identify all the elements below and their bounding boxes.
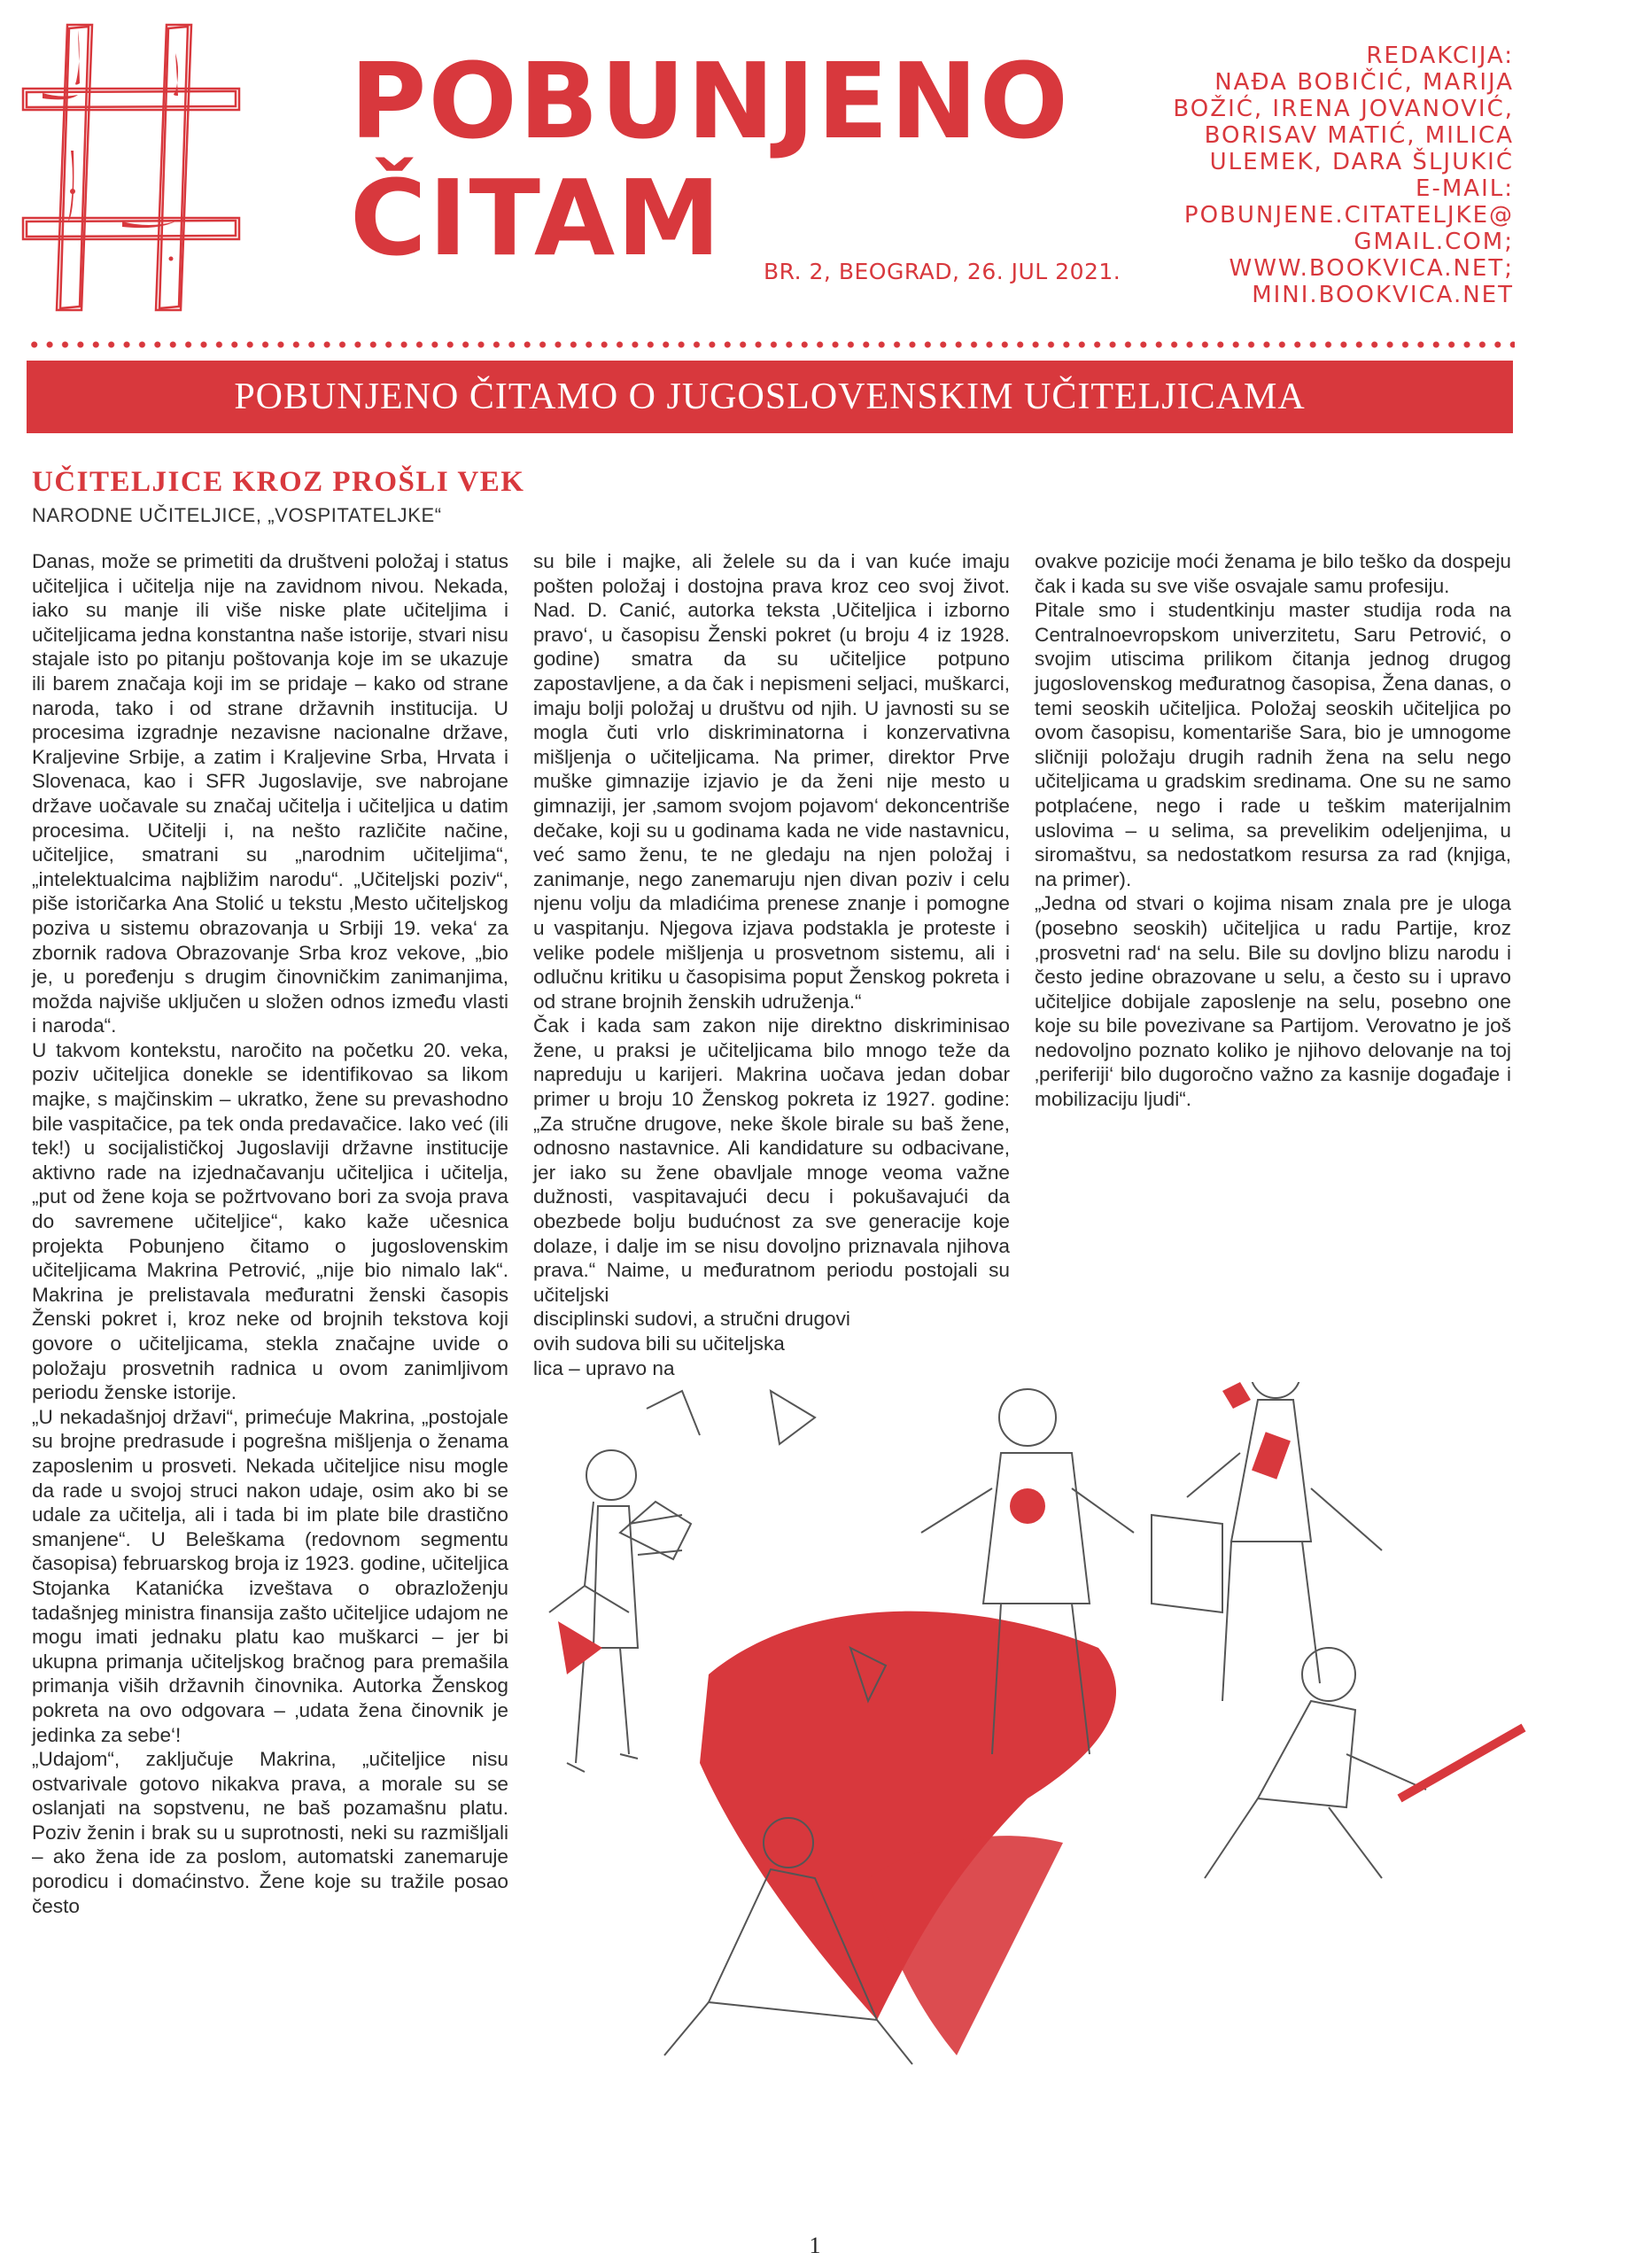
credits-line: BORISAV MATIĆ, MILICA — [1204, 122, 1514, 149]
credits-line: NAĐA BOBIČIĆ, MARIJA — [1214, 69, 1514, 96]
page-number: 1 — [809, 2233, 821, 2258]
credits-line: WWW.BOOKVICA.NET; — [1229, 255, 1514, 282]
tail-line: disciplinski sudovi, a stručni drugovi — [533, 1308, 850, 1331]
credits-line: REDAKCIJA: — [1366, 43, 1514, 69]
red-cape — [700, 1612, 1116, 2055]
paragraph: su bile i majke, ali želele su da i van kuće imaju pošten položaj i dostojna prava kroz ceo svoj život. Nad. D. Canić, autorka teksta ‚Učiteljica i izborno pravo‘, u časopisu Ženski pokret (u broju 4 iz 1928. godine) smatra da su učiteljice potpuno zapostavljene, a da čak i nepismeni seljaci, muškarci, imaju bolji položaj u društvu od njih. U javnosti su se mogla čuti vrlo diskriminatorna i konzervativna mišljenja o učiteljicama. Na primer, direktor Prve muške gimnazije izjavio je da ženi nije mesto u gimnaziji, jer ‚samom svojom pojavom‘ dekoncentriše dečake, koji su u godinama kada ne vide nastavnicu, već samo ženu, te ne gledaju na njen položaj i zanimanje, nego zanemaruju njen divan poziv i celu njenu volju da mladićima prenese znanje i pomogne u vaspitanju. Njegova izjava podstakla je proteste i velike podele mišljenja u prosvetnom sistemu, ali i odlučnu kritiku u časopisima poput Ženskog pokreta i od strane brojnih ženskih udruženja.“ — [533, 550, 1010, 1013]
paragraph: ovakve pozicije moći ženama je bilo teško da dospeju čak i kada su sve više osvajale samu profesiju. — [1035, 550, 1511, 597]
article-header — [32, 466, 581, 527]
tail-line: ovih sudova bili su učiteljska — [533, 1332, 785, 1355]
masthead-title-line1: POBUNJENO — [350, 40, 1070, 162]
hashtag-logo-icon — [16, 18, 246, 319]
dotted-divider — [27, 341, 1515, 348]
credits-line: MINI.BOOKVICA.NET — [1252, 282, 1514, 308]
paragraph: U takvom kontekstu, naročito na početku 20. veka, poziv učiteljica donekle se identifikovao sa likom majke, s majčinskim – ukratko, žene su prevashodno bile vaspitačice, pa tek onda predavačice. Iako već (ili tek!) u socijalističkoj Jugoslaviji državne institucije aktivno rade na izjednačavanju učiteljica i učitelja, „put od žene koja se požrtvovano bori za svoja prava do savremene učiteljice“, kako kaže učesnica projekta Pobunjeno čitamo o jugoslovenskim učiteljicama Makrina Petrović, „nije bio nimalo lak“. Makrina je prelistavala međuratni ženski časopis Ženski pokret i, kroz neke od brojnih tekstova koji govore o učiteljicama, stekla značajne uvide o položaju prosvetnih radnica u ovom zanimljivom periodu ženske istorije. — [32, 1038, 508, 1404]
paragraph: Čak i kada sam zakon nije direktno diskriminisao žene, u praksi je učiteljicama bilo mnogo teže da napreduju u karijeri. Makrina uočava jedan dobar primer u broju 10 Ženskog pokreta iz 1927. godine: „Za stručne drugove, neke škole birale su baš žene, odnosno nastavnice. Ali kandidature su odbacivane, jer iako su žene obavljale mnoge veoma važne dužnosti, vaspitavajući decu i pokušavajući da obezbede bolju budućnost za sve generacije koje dolaze, i dalje im se nisu dovoljno priznavala njihova prava.“ Naime, u međuratnom periodu postojali su učiteljski — [533, 1014, 1010, 1306]
teachers-illustration — [531, 1382, 1550, 2233]
paragraph: „Udajom“, zaključuje Makrina, „učiteljice nisu ostvarivale gotovo nikakva prava, a morale su se oslanjati na sopstvenu, ne baš pozamašnu platu. Poziv ženin i brak su u suprotnosti, neki su razmišljali – ako žena ide za poslom, automatski zanemaruje porodicu i domaćinstvo. Žene koje su tražile posao često — [32, 1748, 508, 1917]
text-column-2 — [533, 549, 1010, 1380]
text-column-3 — [1035, 549, 1511, 1112]
column-tail — [533, 1307, 1010, 1380]
masthead-title — [350, 40, 1070, 280]
text-column-1 — [32, 549, 508, 1918]
credits-line: POBUNJENE.CITATELJKE@ — [1183, 202, 1514, 229]
masthead-title-line2: ČITAM — [350, 157, 723, 280]
paragraph: „U nekadašnjoj državi“, primećuje Makrina, „postojale su brojne predrasude i pogrešna mišljenja o ženama zaposlenim u prosveti. Nekada učiteljice nisu mogle da rade u svojoj struci nakon udaje, osim ako bi se udale za učitelja, ali i tada bi im plate bile drastično smanjene“. U Beleškama (redovnom segmentu časopisa) februarskog broja iz 1923. godine, učiteljica Stojanka Katanićka izveštava o obrazloženju tadašnjeg ministra finansija zašto učiteljice udajom ne mogu imati jednaku platu kao muškarci – jer bi ukupna primanja učiteljskog bračnog para premašila primanja viših državnih činovnika. Autorka Ženskog pokreta na ovo odgovara – ‚udata žena činovnik je jedinka za sebe‘! — [32, 1405, 508, 1746]
section-banner — [27, 361, 1513, 433]
credits-line: E-MAIL: — [1416, 175, 1514, 202]
article-subtitle: NARODNE UČITELJICE, „VOSPITATELJKE“ — [32, 504, 442, 526]
editorial-credits — [1142, 43, 1514, 308]
banner-title: POBUNJENO ČITAMO O JUGOSLOVENSKIM UČITELJICAMA — [234, 377, 1306, 417]
credits-line: GMAIL.COM; — [1354, 229, 1514, 255]
paragraph: Danas, može se primetiti da društveni položaj i status učiteljica i učitelja nije na zavidnom nivou. Nekada, iako su manje ili više niske plate učiteljima i učiteljicama jedna konstantna naše istorije, stvari nisu stajale isto po pitanju poštovanja koje im se ukazuje ili barem značaja koji im se pridaje – kako od strane naroda, tako i od strane državnih institucija. U procesima izgradnje nezavisne nacionalne države, Kraljevine Srbije, a zatim i Kraljevine Srba, Hrvata i Slovenaca, kao i SFR Jugoslavije, sve nabrojane države uočavale su značaj učitelja i učiteljica u datim procesima. Učitelji i, na nešto različite načine, učiteljice, smatrani su „narodnim učiteljima“, „intelektualcima najbližim narodu“. „Učiteljski poziv“, piše istoričarka Ana Stolić u tekstu ‚Mesto učiteljskog poziva u sistemu obrazovanja u Srbiji 19. veka‘ za zbornik radova Obrazovanje Srba kroz vekove, „bio je, u poređenju s drugim činovničkim zanimanjima, možda najviše uključen u složen odnos između vlasti i naroda“. — [32, 550, 508, 1037]
article-title: UČITELJICE KROZ PROŠLI VEK — [32, 466, 525, 498]
credits-line: BOŽIĆ, IRENA JOVANOVIĆ, — [1173, 96, 1514, 122]
issue-info: BR. 2, BEOGRAD, 26. JUL 2021. — [764, 259, 1121, 284]
paragraph: Pitale smo i studentkinju master studija roda na Centralnoevropskom univerzitetu, Saru Petrović, o svojim utiscima prilikom čitanja jednog drugog jugoslovenskog međuratnog časopisa, Žena danas, o temi seoskih učiteljica. Položaj seoskih učiteljica po ovom časopisu, komentariše Sara, bio je umnogome sličniji položaju drugih radnih žena na selu nego učiteljicama u gradskim sredinama. One su ne samo potplaćene, nego i rade u teškim materijalnim uslovima – u selima, sa prevelikim odeljenjima, u siromaštvu, sa nedostatkom resursa za rad (knjiga, na primer). — [1035, 599, 1511, 890]
tail-line: lica – upravo na — [533, 1356, 675, 1379]
paragraph: „Jedna od stvari o kojima nisam znala pre je uloga (posebno seoskih) učiteljica u radu Partije, kroz ‚prosvetni rad‘ na selu. Bile su dovljno blizu narodu i često jedine obrazovane u selu, a često su i upravo učiteljice dobijale zaposlenje na selu, posebno one koje su bile povezivane sa Partijom. Verovatno je još nedovoljno poznato koliko je njihovo delovanje na toj ‚periferiji‘ bilo dugoročno važno za kasnije događaje i mobilizaciju ljudi“. — [1035, 892, 1511, 1111]
credits-line: ULEMEK, DARA ŠLJUKIĆ — [1209, 149, 1514, 175]
